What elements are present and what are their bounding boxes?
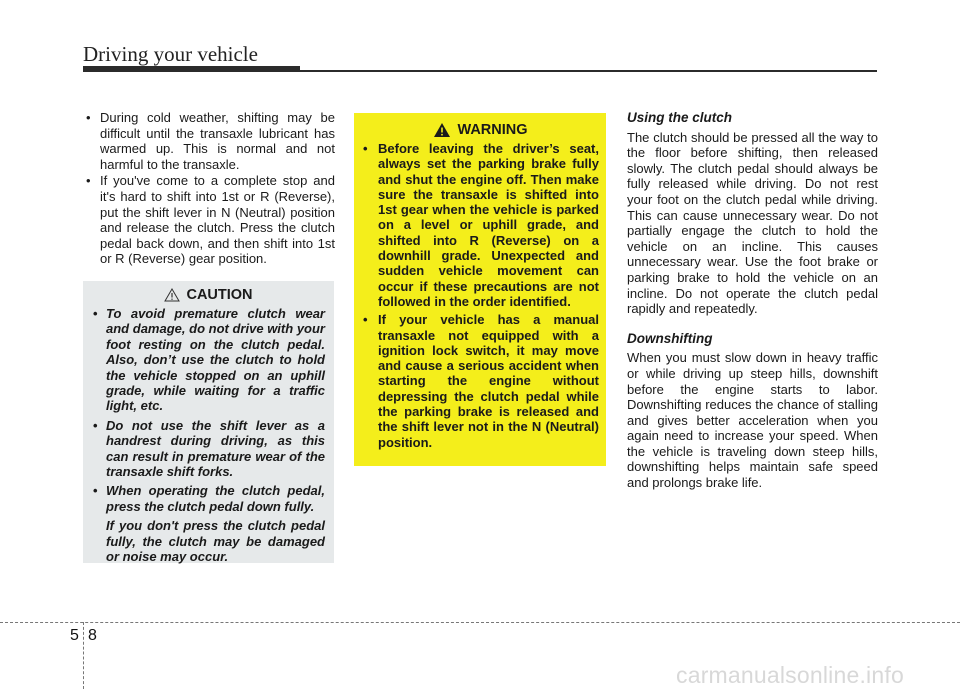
caution-header [92, 287, 325, 303]
header-bar [83, 66, 300, 72]
page-header-title: Driving your vehicle [83, 42, 258, 66]
footer-divider [83, 622, 84, 689]
warning-triangle-icon [433, 122, 451, 138]
header-rule [300, 70, 877, 72]
warning-header [362, 122, 599, 138]
warning-title: WARNING [457, 122, 528, 138]
section-number: 5 [70, 627, 79, 644]
intro-bullet: • If you've come to a complete stop and it's hard to shift into 1st or R (Reverse), put the shift lever in N (Neutral) position and release the clutch. Press the clutch pedal back down, and then shift into 1st or R (Reverse) gear position. [83, 173, 335, 267]
watermark: carmanualsonline.info [676, 662, 904, 688]
caution-box [83, 281, 334, 563]
intro-column [83, 110, 335, 268]
warning-item: • If your vehicle has a manual transaxle not equipped with a ignition lock switch, it may move and cause a serious accident when starting the engine without depressing the clutch pedal while the parking brake is released and the shift lever not in the N (Neutral) position. [362, 312, 599, 450]
footer-rule [0, 622, 960, 623]
caution-item-extra: If you don't press the clutch pedal fully, the clutch may be damaged or noise may occur. [106, 518, 325, 565]
caution-item [92, 483, 325, 564]
page-number: 8 [88, 627, 97, 644]
warning-box [354, 113, 606, 466]
caution-item: • Do not use the shift lever as a handrest during driving, as this can result in premature wear of the transaxle shift forks. [92, 418, 325, 480]
warning-item: • Before leaving the driver’s seat, always set the parking brake fully and shut the engine off. Then make sure the transaxle is shifted into 1st gear when the vehicle is parked on a level or uphill grade, and shifted into R (Reverse) on a downhill grade. Unexpected and sudden vehicle movement can occur if these precautions are not followed in the order identified. [362, 141, 599, 309]
caution-title: CAUTION [186, 287, 253, 303]
intro-bullet: • During cold weather, shifting may be difficult until the transaxle lubricant has warmed up. This is normal and not harmful to the transaxle. [83, 110, 335, 172]
clutch-column [627, 110, 878, 505]
clutch-body: The clutch should be pressed all the way to the floor before shifting, then released slowly. The clutch pedal should always be fully released while driving. Do not rest your foot on the clutch pedal while driving. This can cause unnecessary wear. Do not partially engage the clutch to hold the vehicle on an incline. This causes unnecessary wear. Use the foot brake or parking brake to hold the vehicle on an incline. Do not operate the clutch pedal rapidly and repeatedly. [627, 129, 878, 317]
caution-item: • To avoid premature clutch wear and damage, do not drive with your foot resting on the clutch pedal. Also, don’t use the clutch to hold the vehicle stopped on an uphill grade, while waiting for a traffic light, etc. [92, 306, 325, 414]
downshift-body: When you must slow down in heavy traffic or while driving up steep hills, downshift before the engine starts to labor. Downshifting reduces the chance of stalling and gives better acceleration when you again need to increase your speed. When the vehicle is traveling down steep hills, downshifting helps maintain safe speed and prolongs brake life. [627, 350, 878, 491]
clutch-heading: Using the clutch [627, 110, 733, 125]
downshift-heading: Downshifting [627, 330, 713, 346]
warning-triangle-icon [164, 288, 180, 302]
caution-item-text: When operating the clutch pedal, press the clutch pedal down fully. [106, 483, 325, 514]
